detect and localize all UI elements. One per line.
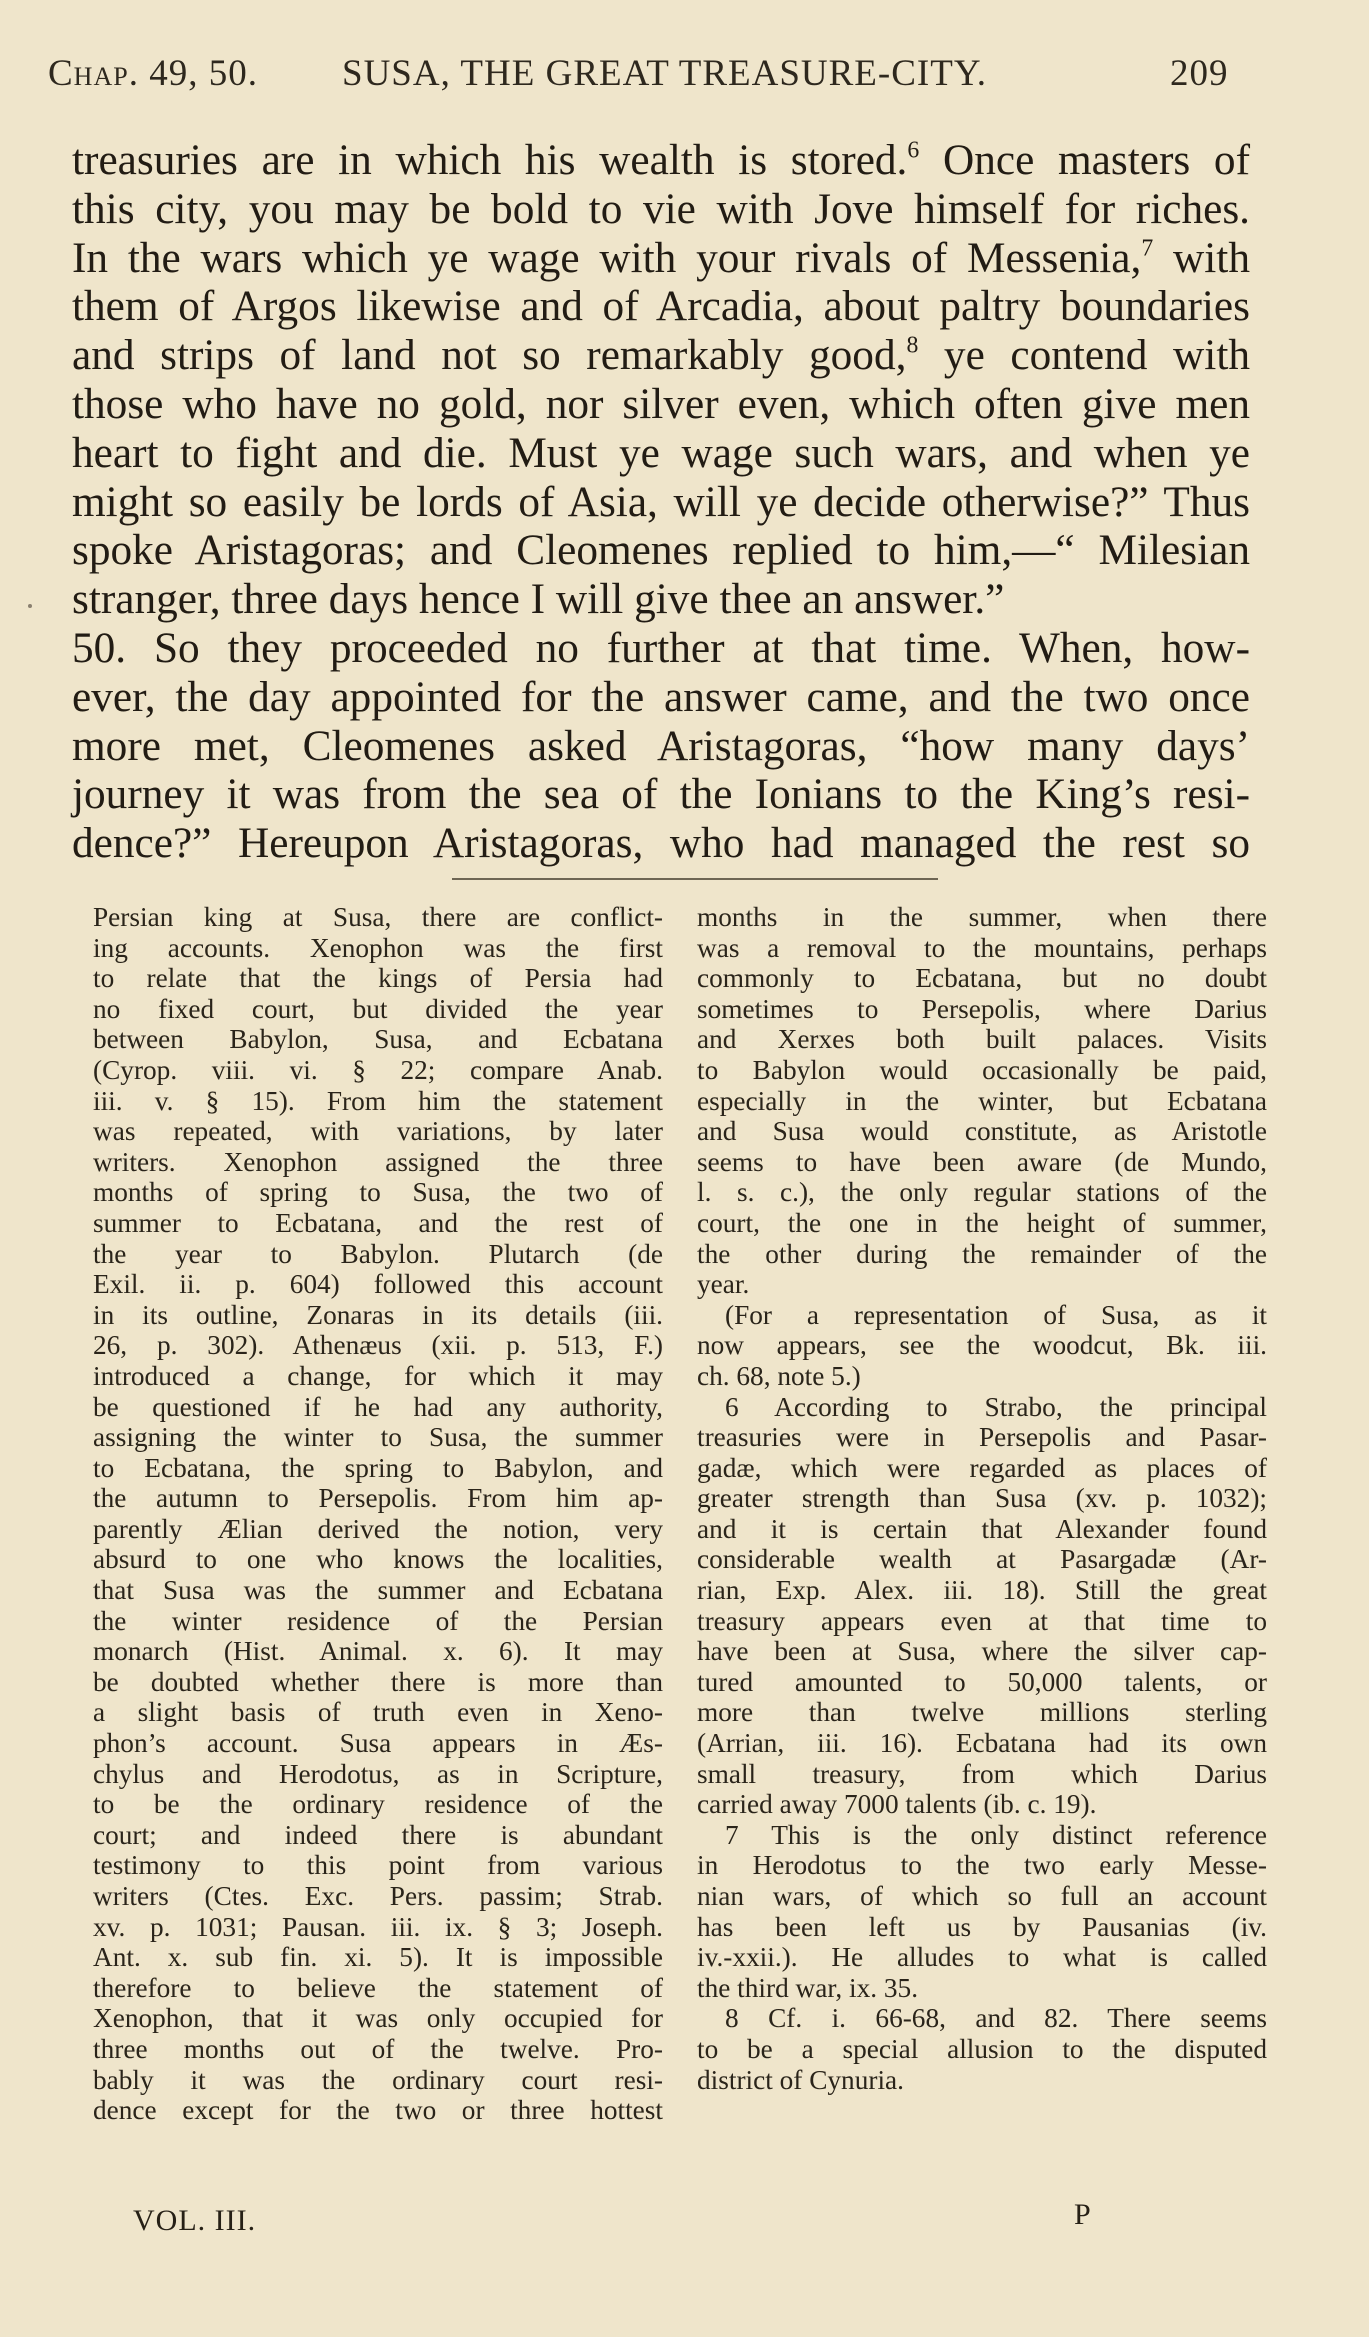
footnote-line: tured amounted to 50,000 talents, or: [697, 1666, 1267, 1697]
footnote-line: Xenophon, that it was only occupied for: [93, 2003, 663, 2034]
footnote-line: greater strength than Susa (xv. p. 1032);: [697, 1483, 1267, 1514]
footnote-line: treasuries were in Persepolis and Pasar-: [697, 1422, 1267, 1453]
page-number: 209: [1170, 53, 1229, 94]
running-header: [48, 52, 1248, 102]
footnote-line: 6 According to Strabo, the principal: [725, 1391, 1267, 1422]
text-segment: this city, you may be bold to vie with Jove himself for riches.: [72, 184, 1250, 233]
footnote-line: 8 Cf. i. 66-68, and 82. There seems: [725, 2003, 1267, 2034]
footnote-line: Exil. ii. p. 604) followed this account: [93, 1269, 663, 1300]
footnote-line: rian, Exp. Alex. iii. 18). Still the great: [697, 1575, 1267, 1606]
footnote-line: was a removal to the mountains, perhaps: [697, 932, 1267, 963]
text-segment: spoke Aristagoras; and Cleomenes replied to him,—“ Milesian: [72, 526, 1250, 575]
footnotes-left-column: [93, 902, 663, 2126]
footnote-line: court, the one in the height of summer,: [697, 1207, 1267, 1238]
footnote-line: testimony to this point from various: [93, 1850, 663, 1881]
footnote-line: the third war, ix. 35.: [697, 1972, 919, 2003]
text-line: [72, 478, 1250, 527]
footnote-line: especially in the winter, but Ecbatana: [697, 1085, 1267, 1116]
footnote-line: treasury appears even at that time to: [697, 1605, 1267, 1636]
footnote-line: three months out of the twelve. Pro-: [93, 2033, 663, 2064]
footnote-line: and Xerxes both built palaces. Visits: [697, 1024, 1267, 1055]
text-segment: those who have no gold, nor silver even, which often give men: [72, 379, 1250, 428]
footnote-line: Persian king at Susa, there are conflict-: [93, 902, 663, 932]
footnote-line: the year to Babylon. Plutarch (de: [93, 1238, 663, 1269]
footnote-line: carried away 7000 talents (ib. c. 19).: [697, 1789, 1097, 1820]
chapter-reference: Chap. 49, 50.: [48, 53, 258, 94]
main-text: [72, 136, 1250, 868]
footnote-line: monarch (Hist. Animal. x. 6). It may: [93, 1636, 663, 1667]
footnote-line: the autumn to Persepolis. From him ap-: [93, 1483, 663, 1514]
text-line: [72, 380, 1250, 429]
footnote-line: writers (Ctes. Exc. Pers. passim; Strab.: [93, 1881, 663, 1911]
footnote-line: introduced a change, for which it may: [93, 1360, 663, 1391]
footnote-line: be questioned if he had any authority,: [93, 1391, 663, 1422]
text-segment: journey it was from the sea of the Ionians to the King’s resi-: [72, 770, 1250, 819]
footnote-line: phon’s account. Susa appears in Æs-: [93, 1728, 663, 1759]
footnote-line: Ant. x. sub fin. xi. 5). It is impossible: [93, 1942, 663, 1973]
text-segment: them of Argos likewise and of Arcadia, about paltry boundaries: [72, 282, 1250, 331]
footnote-line: in its outline, Zonaras in its details (iii.: [93, 1299, 663, 1330]
text-segment: stranger, three days hence I will give thee an answer.”: [72, 575, 1005, 624]
footnote-line: was repeated, with variations, by later: [93, 1116, 663, 1147]
footnote-line: between Babylon, Susa, and Ecbatana: [93, 1024, 663, 1055]
signature-mark: P: [1074, 2198, 1091, 2231]
footnote-ref: 8: [906, 332, 919, 359]
footnote-line: l. s. c.), the only regular stations of the: [697, 1177, 1267, 1208]
text-segment: might so easily be lords of Asia, will ye decide otherwise?” Thus: [72, 477, 1250, 526]
footnote-ref: 6: [907, 137, 920, 164]
footnote-line: 26, p. 302). Athenæus (xii. p. 513, F.): [93, 1330, 663, 1361]
footnote-line: to Ecbatana, the spring to Babylon, and: [93, 1452, 663, 1483]
text-segment: treasuries are in which his wealth is stored.: [72, 136, 908, 184]
volume-label: VOL. III.: [133, 2204, 257, 2237]
footnote-line: year.: [697, 1269, 750, 1300]
footnote-line: months in the summer, when there: [697, 902, 1267, 932]
text-line: [72, 331, 1250, 380]
footnote-line: (For a representation of Susa, as it: [725, 1299, 1267, 1330]
footnote-line: sometimes to Persepolis, where Darius: [697, 993, 1267, 1024]
footnote-line: ch. 68, note 5.): [697, 1360, 861, 1391]
footnote-line: that Susa was the summer and Ecbatana: [93, 1575, 663, 1606]
footnote-line: district of Cynuria.: [697, 2064, 904, 2095]
footnote-line: have been at Susa, where the silver cap-: [697, 1636, 1267, 1667]
footnote-line: to relate that the kings of Persia had: [93, 963, 663, 994]
footnote-line: iii. v. § 15). From him the statement: [93, 1085, 663, 1116]
text-segment: ye contend with: [918, 331, 1250, 380]
text-segment: dence?” Hereupon Aristagoras, who had managed the rest so: [72, 819, 1250, 868]
footnote-line: absurd to one who knows the localities,: [93, 1544, 663, 1575]
footnote-line: the winter residence of the Persian: [93, 1605, 663, 1636]
footnote-line: (Arrian, iii. 16). Ecbatana had its own: [697, 1728, 1267, 1759]
footnote-line: no fixed court, but divided the year: [93, 993, 663, 1024]
footnote-line: writers. Xenophon assigned the three: [93, 1146, 663, 1177]
margin-mark: [28, 604, 32, 608]
footnotes-right-column: [697, 902, 1267, 2095]
footnote-line: in Herodotus to the two early Messe-: [697, 1850, 1267, 1881]
text-segment: Once masters of: [919, 136, 1250, 184]
footnote-line: dence except for the two or three hottest: [93, 2095, 663, 2126]
footnote-line: parently Ælian derived the notion, very: [93, 1513, 663, 1544]
footnote-line: the other during the remainder of the: [697, 1238, 1267, 1269]
running-title: SUSA, THE GREAT TREASURE-CITY.: [342, 53, 988, 94]
footnote-line: seems to have been aware (de Mundo,: [697, 1146, 1267, 1177]
text-segment: heart to fight and die. Must ye wage such wars, and when ye: [72, 428, 1250, 477]
footnote-line: 7 This is the only distinct reference: [725, 1819, 1267, 1850]
footnote-line: to Babylon would occasionally be paid,: [697, 1054, 1267, 1085]
footnote-line: commonly to Ecbatana, but no doubt: [697, 963, 1267, 994]
footnote-line: court; and indeed there is abundant: [93, 1819, 663, 1850]
footnote-line: and it is certain that Alexander found: [697, 1513, 1267, 1544]
text-segment: 50. So they proceeded no further at that time. When, how-: [72, 623, 1250, 672]
footnote-line: to be a special allusion to the disputed: [697, 2033, 1267, 2064]
footnote-line: (Cyrop. viii. vi. § 22; compare Anab.: [93, 1054, 663, 1085]
footnote-line: therefore to believe the statement of: [93, 1972, 663, 2003]
footnote-line: more than twelve millions sterling: [697, 1697, 1267, 1728]
footnote-line: and Susa would constitute, as Aristotle: [697, 1116, 1267, 1147]
footnote-line: bably it was the ordinary court resi-: [93, 2064, 663, 2095]
text-line: [72, 673, 1250, 722]
text-line: [72, 722, 1250, 771]
footnote-line: considerable wealth at Pasargadæ (Ar-: [697, 1544, 1267, 1575]
footnote-line: now appears, see the woodcut, Bk. iii.: [697, 1330, 1267, 1361]
footnote-line: to be the ordinary residence of the: [93, 1789, 663, 1820]
footnote-line: months of spring to Susa, the two of: [93, 1177, 663, 1208]
text-line: [72, 526, 1250, 575]
text-segment: more met, Cleomenes asked Aristagoras, “how many days’: [72, 721, 1250, 770]
footnote-line: a slight basis of truth even in Xeno-: [93, 1697, 663, 1728]
footnote-line: xv. p. 1031; Pausan. iii. ix. § 3; Joseph.: [93, 1911, 663, 1942]
text-line: [72, 819, 1250, 868]
text-segment: and strips of land not so remarkably good,: [72, 331, 907, 380]
footnote-line: summer to Ecbatana, and the rest of: [93, 1207, 663, 1238]
footnote-line: small treasury, from which Darius: [697, 1758, 1267, 1789]
text-line: [72, 575, 1250, 624]
text-segment: ever, the day appointed for the answer came, and the two once: [72, 672, 1250, 721]
text-line: [72, 136, 1250, 185]
text-line: [72, 429, 1250, 478]
text-line: [72, 234, 1250, 283]
text-segment: In the wars which ye wage with your rivals of Messenia,: [72, 233, 1142, 282]
footnote-line: ing accounts. Xenophon was the first: [93, 932, 663, 963]
footnote-rule: [452, 878, 938, 880]
text-line: [72, 282, 1250, 331]
footnote-line: nian wars, of which so full an account: [697, 1881, 1267, 1911]
text-line: [72, 624, 1250, 673]
footnote-line: has been left us by Pausanias (iv.: [697, 1911, 1267, 1942]
footnote-line: chylus and Herodotus, as in Scripture,: [93, 1758, 663, 1789]
footnote-ref: 7: [1141, 234, 1154, 261]
footnote-line: be doubted whether there is more than: [93, 1666, 663, 1697]
text-line: [72, 770, 1250, 819]
text-segment: with: [1153, 233, 1250, 282]
footnote-line: assigning the winter to Susa, the summer: [93, 1422, 663, 1453]
footnote-line: gadæ, which were regarded as places of: [697, 1452, 1267, 1483]
footnote-line: iv.-xxii.). He alludes to what is called: [697, 1942, 1267, 1973]
text-line: [72, 185, 1250, 234]
